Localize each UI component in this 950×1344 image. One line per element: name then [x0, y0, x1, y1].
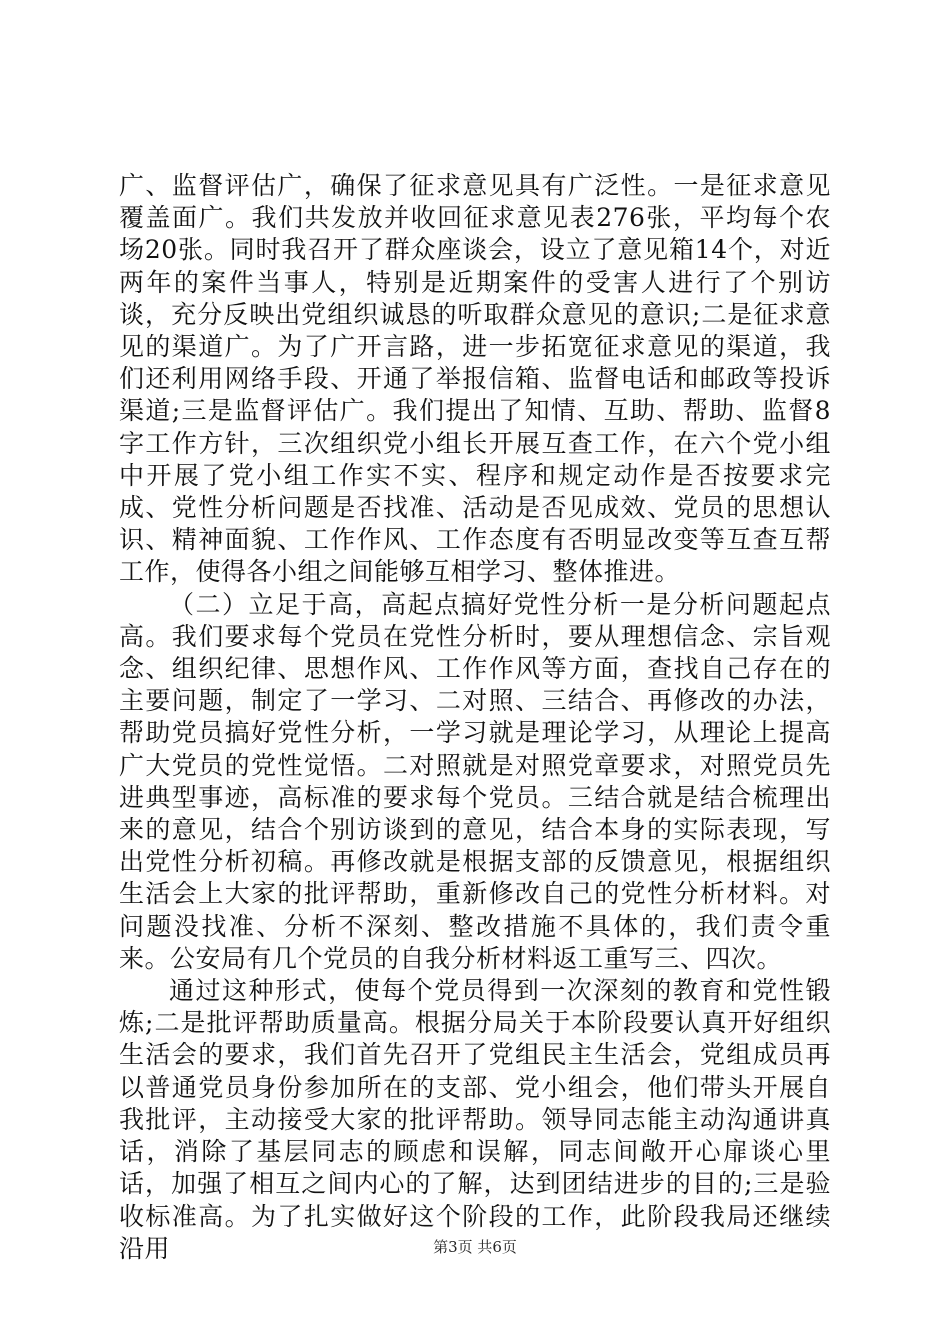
paragraph-1: 广、监督评估广，确保了征求意见具有广泛性。一是征求意见覆盖面广。我们共发放并收回征求意见表276张，平均每个农场20张。同时我召开了群众座谈会，设立了意见箱14个，对近两年的案件当事人，特别是近期案件的受害人进行了个别访谈，充分反映出党组织诚恳的听取群众意见的意识;二是征求意见的渠道广。为了广开言路，进一步拓宽征求意见的渠道，我们还利用网络手段、开通了举报信箱、监督电话和邮政等投诉渠道;三是监督评估广。我们提出了知情、互助、帮助、监督8字工作方针，三次组织党小组长开展互查工作，在六个党小组中开展了党小组工作实不实、程序和规定动作是否按要求完成、党性分析问题是否找准、活动是否见成效、党员的思想认识、精神面貌、工作作风、工作态度有否明显改变等互查互帮工作，使得各小组之间能够互相学习、整体推进。	[119, 171, 831, 587]
paragraph-2: （二）立足于高，高起点搞好党性分析一是分析问题起点高。我们要求每个党员在党性分析时，要从理想信念、宗旨观念、组织纪律、思想作风、工作作风等方面，查找自己存在的主要问题，制定了一学习、二对照、三结合、再修改的办法，帮助党员搞好党性分析，一学习就是理论学习，从理论上提高广大党员的党性觉悟。二对照就是对照党章要求，对照党员先进典型事迹，高标准的要求每个党员。三结合就是结合梳理出来的意见，结合个别访谈到的意见，结合本身的实际表现，写出党性分析初稿。再修改就是根据支部的反馈意见，根据组织生活会上大家的批评帮助，重新修改自己的党性分析材料。对问题没找准、分析不深刻、整改措施不具体的，我们责令重来。公安局有几个党员的自我分析材料返工重写三、四次。	[119, 589, 831, 973]
page-footer: 第3页 共6页	[433, 1238, 517, 1256]
paragraph-3: 通过这种形式，使每个党员得到一次深刻的教育和党性锻炼;二是批评帮助质量高。根据分局关于本阶段要认真开好组织生活会的要求，我们首先召开了党组民主生活会，党组成员再以普通党员身份参加所在的支部、党小组会，他们带头开展自我批评，主动接受大家的批评帮助。领导同志能主动沟通讲真话，消除了基层同志的顾虑和误解，同志间敞开心扉谈心里话，加强了相互之间内心的了解，达到团结进步的目的;三是验收标准高。为了扎实做好这个阶段的工作，此阶段我局还继续沿用	[119, 976, 831, 1263]
document-body	[119, 170, 831, 1265]
